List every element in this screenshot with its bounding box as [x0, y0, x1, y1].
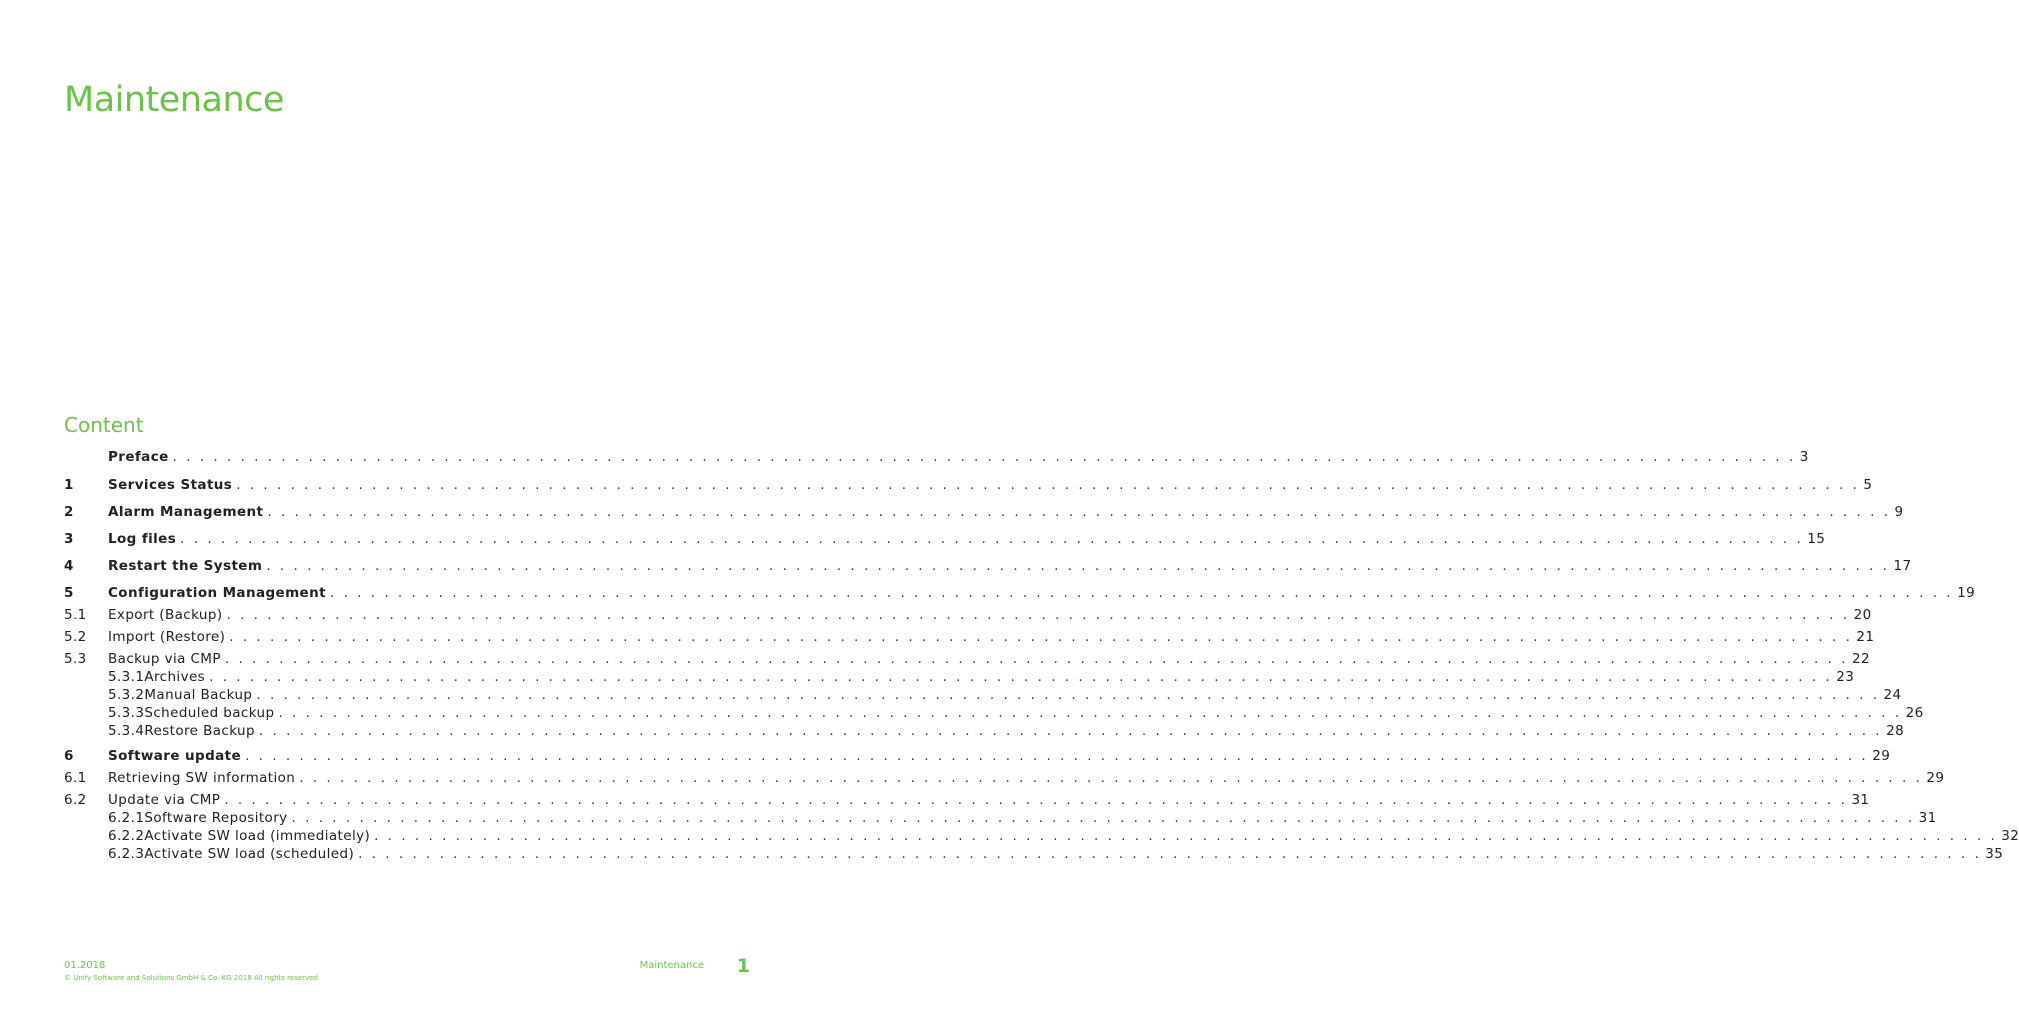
toc-entry[interactable] — [64, 668, 1855, 686]
toc-entry[interactable] — [64, 606, 1872, 624]
toc-entry[interactable] — [64, 722, 1905, 740]
toc-entry[interactable] — [64, 845, 2004, 863]
toc-entry-page: 26 — [1905, 705, 1924, 721]
toc-entry-label: Log files — [108, 531, 177, 547]
toc-entry-number: 5.3 — [64, 651, 87, 667]
toc-entry-label: Update via CMP — [108, 792, 221, 808]
toc-dot-leader: . . . . . . . . . . . . . . . . . . . . . . . . . . . . . . . . . . . . . . . . . . . . . . . . . . . . . . . . . . . . . . . . . . . . . . . . . . . . . . . . . . . . . . . . . . . . . . . . . . . . . . . . . . . . . . . . . . . . . . . . — [291, 810, 1915, 826]
toc-entry-page: 32 — [2001, 828, 2019, 844]
toc-entry-page: 29 — [1872, 748, 1891, 764]
toc-entry-label: Restart the System — [108, 558, 263, 574]
toc-entry-label: Software update — [108, 748, 242, 764]
toc-entry-label: Export (Backup) — [108, 607, 223, 623]
toc-entry-label: Backup via CMP — [108, 651, 221, 667]
toc-entry-label: Retrieving SW information — [108, 770, 296, 786]
toc-entry-label: Configuration Management — [108, 585, 326, 601]
toc-dot-leader: . . . . . . . . . . . . . . . . . . . . . . . . . . . . . . . . . . . . . . . . . . . . . . . . . . . . . . . . . . . . . . . . . . . . . . . . . . . . . . . . . . . . . . . . . . . . . . . . . . . . . . . . . . . . . . . . . . . . . . . . — [267, 504, 1891, 520]
toc-entry-number: 6.2.3 — [108, 846, 145, 862]
toc-entry-number: 6.2 — [64, 792, 87, 808]
toc-entry-number: 5.1 — [64, 607, 87, 623]
toc-entry-number: 5.2 — [64, 629, 87, 645]
toc-entry[interactable] — [64, 827, 2019, 845]
toc-entry-page: 22 — [1852, 651, 1871, 667]
toc-entry[interactable] — [64, 747, 1891, 765]
toc-entry[interactable] — [64, 584, 1976, 602]
toc-entry-number: 1 — [64, 477, 74, 493]
toc-entry-number: 5.3.1 — [108, 669, 145, 685]
toc-entry-number: 3 — [64, 531, 74, 547]
toc-entry-label: Services Status — [108, 477, 233, 493]
toc-entry-number: 6.1 — [64, 770, 87, 786]
toc-entry[interactable] — [64, 476, 1873, 494]
toc-entry[interactable] — [64, 503, 1904, 521]
toc-entry[interactable] — [64, 686, 1902, 704]
toc-entry[interactable] — [64, 791, 1870, 809]
footer-date: 01.2018 — [64, 960, 106, 971]
toc-entry-number: 6 — [64, 748, 74, 764]
toc-dot-leader: . . . . . . . . . . . . . . . . . . . . . . . . . . . . . . . . . . . . . . . . . . . . . . . . . . . . . . . . . . . . . . . . . . . . . . . . . . . . . . . . . . . . . . . . . . . . . . . . . . . . . . . . . . . . . . . . . . . . . . . . — [224, 792, 1848, 808]
toc-dot-leader: . . . . . . . . . . . . . . . . . . . . . . . . . . . . . . . . . . . . . . . . . . . . . . . . . . . . . . . . . . . . . . . . . . . . . . . . . . . . . . . . . . . . . . . . . . . . . . . . . . . . . . . . . . . . . . . . . . . . . . . . — [236, 477, 1860, 493]
toc-heading: Content — [64, 413, 144, 437]
page-number: 1 — [736, 955, 750, 977]
toc-entry-page: 35 — [1985, 846, 2004, 862]
toc-entry-label: Restore Backup — [144, 723, 255, 739]
toc-entry[interactable] — [64, 809, 1937, 827]
toc-entry-number: 5 — [64, 585, 74, 601]
toc-dot-leader: . . . . . . . . . . . . . . . . . . . . . . . . . . . . . . . . . . . . . . . . . . . . . . . . . . . . . . . . . . . . . . . . . . . . . . . . . . . . . . . . . . . . . . . . . . . . . . . . . . . . . . . . . . . . . . . . . . . . . . . . — [245, 748, 1869, 764]
toc-entry[interactable] — [64, 769, 1945, 787]
toc-dot-leader: . . . . . . . . . . . . . . . . . . . . . . . . . . . . . . . . . . . . . . . . . . . . . . . . . . . . . . . . . . . . . . . . . . . . . . . . . . . . . . . . . . . . . . . . . . . . . . . . . . . . . . . . . . . . . . . . . . . . . . . . — [209, 669, 1833, 685]
toc-entry-label: Activate SW load (scheduled) — [144, 846, 355, 862]
toc-entry[interactable] — [64, 628, 1875, 646]
toc-entry-page: 31 — [1851, 792, 1870, 808]
toc-entry-label: Alarm Management — [108, 504, 264, 520]
toc-dot-leader: . . . . . . . . . . . . . . . . . . . . . . . . . . . . . . . . . . . . . . . . . . . . . . . . . . . . . . . . . . . . . . . . . . . . . . . . . . . . . . . . . . . . . . . . . . . . . . . . . . . . . . . . . . . . . . . . . . . . . . . . — [374, 828, 1998, 844]
toc-entry-page: 5 — [1863, 477, 1873, 493]
toc-entry-page: 28 — [1886, 723, 1905, 739]
toc-entry-page: 20 — [1853, 607, 1872, 623]
toc-dot-leader: . . . . . . . . . . . . . . . . . . . . . . . . . . . . . . . . . . . . . . . . . . . . . . . . . . . . . . . . . . . . . . . . . . . . . . . . . . . . . . . . . . . . . . . . . . . . . . . . . . . . . . . . . . . . . . . . . . . . . . . . — [358, 846, 1982, 862]
toc-entry-page: 3 — [1799, 449, 1809, 465]
toc-entry-number: 5.3.3 — [108, 705, 145, 721]
toc-entry-number: 6.2.1 — [108, 810, 145, 826]
toc-dot-leader: . . . . . . . . . . . . . . . . . . . . . . . . . . . . . . . . . . . . . . . . . . . . . . . . . . . . . . . . . . . . . . . . . . . . . . . . . . . . . . . . . . . . . . . . . . . . . . . . . . . . . . . . . . . . . . . . . . . . . . . . — [224, 651, 1849, 667]
footer-copyright: © Unify Software and Solutions GmbH & Co. KG 2018 All rights reserved — [64, 974, 318, 982]
toc-entry-label: Import (Restore) — [108, 629, 226, 645]
toc-entry-label: Scheduled backup — [144, 705, 275, 721]
toc-entry-page: 31 — [1918, 810, 1937, 826]
toc-dot-leader: . . . . . . . . . . . . . . . . . . . . . . . . . . . . . . . . . . . . . . . . . . . . . . . . . . . . . . . . . . . . . . . . . . . . . . . . . . . . . . . . . . . . . . . . . . . . . . . . . . . . . . . . . . . . . . . . . . . . . . . . — [172, 449, 1796, 465]
toc-dot-leader: . . . . . . . . . . . . . . . . . . . . . . . . . . . . . . . . . . . . . . . . . . . . . . . . . . . . . . . . . . . . . . . . . . . . . . . . . . . . . . . . . . . . . . . . . . . . . . . . . . . . . . . . . . . . . . . . . . . . . . . . — [226, 607, 1850, 623]
toc-entry-number: 5.3.4 — [108, 723, 145, 739]
toc-entry-label: Software Repository — [144, 810, 288, 826]
toc-entry[interactable] — [64, 650, 1871, 668]
toc-entry-page: 19 — [1957, 585, 1976, 601]
toc-entry-label: Archives — [144, 669, 206, 685]
toc-dot-leader: . . . . . . . . . . . . . . . . . . . . . . . . . . . . . . . . . . . . . . . . . . . . . . . . . . . . . . . . . . . . . . . . . . . . . . . . . . . . . . . . . . . . . . . . . . . . . . . . . . . . . . . . . . . . . . . . . . . . . . . . — [258, 723, 1883, 739]
toc-dot-leader: . . . . . . . . . . . . . . . . . . . . . . . . . . . . . . . . . . . . . . . . . . . . . . . . . . . . . . . . . . . . . . . . . . . . . . . . . . . . . . . . . . . . . . . . . . . . . . . . . . . . . . . . . . . . . . . . . . . . . . . . — [278, 705, 1902, 721]
table-of-contents — [64, 448, 2019, 863]
toc-entry-page: 17 — [1893, 558, 1912, 574]
toc-dot-leader: . . . . . . . . . . . . . . . . . . . . . . . . . . . . . . . . . . . . . . . . . . . . . . . . . . . . . . . . . . . . . . . . . . . . . . . . . . . . . . . . . . . . . . . . . . . . . . . . . . . . . . . . . . . . . . . . . . . . . . . . — [229, 629, 1853, 645]
toc-entry-page: 9 — [1894, 504, 1904, 520]
toc-entry-page: 24 — [1883, 687, 1902, 703]
toc-entry-label: Activate SW load (immediately) — [144, 828, 371, 844]
toc-entry-label: Manual Backup — [144, 687, 253, 703]
toc-entry[interactable] — [64, 448, 1809, 466]
toc-entry[interactable] — [64, 530, 1826, 548]
toc-dot-leader: . . . . . . . . . . . . . . . . . . . . . . . . . . . . . . . . . . . . . . . . . . . . . . . . . . . . . . . . . . . . . . . . . . . . . . . . . . . . . . . . . . . . . . . . . . . . . . . . . . . . . . . . . . . . . . . . . . . . . . . . — [329, 585, 1954, 601]
toc-entry-number: 4 — [64, 558, 74, 574]
toc-dot-leader: . . . . . . . . . . . . . . . . . . . . . . . . . . . . . . . . . . . . . . . . . . . . . . . . . . . . . . . . . . . . . . . . . . . . . . . . . . . . . . . . . . . . . . . . . . . . . . . . . . . . . . . . . . . . . . . . . . . . . . . . — [256, 687, 1880, 703]
toc-entry-number: 6.2.2 — [108, 828, 145, 844]
toc-dot-leader: . . . . . . . . . . . . . . . . . . . . . . . . . . . . . . . . . . . . . . . . . . . . . . . . . . . . . . . . . . . . . . . . . . . . . . . . . . . . . . . . . . . . . . . . . . . . . . . . . . . . . . . . . . . . . . . . . . . . . . . . — [180, 531, 1804, 547]
toc-entry-page: 29 — [1926, 770, 1945, 786]
toc-entry-number: 2 — [64, 504, 74, 520]
toc-dot-leader: . . . . . . . . . . . . . . . . . . . . . . . . . . . . . . . . . . . . . . . . . . . . . . . . . . . . . . . . . . . . . . . . . . . . . . . . . . . . . . . . . . . . . . . . . . . . . . . . . . . . . . . . . . . . . . . . . . . . . . . . — [299, 770, 1923, 786]
toc-entry-number: 5.3.2 — [108, 687, 145, 703]
footer-section: Maintenance — [639, 960, 704, 971]
toc-entry-page: 15 — [1807, 531, 1826, 547]
toc-entry-label: Preface — [108, 449, 169, 465]
toc-entry-page: 21 — [1856, 629, 1875, 645]
toc-entry[interactable] — [64, 557, 1912, 575]
toc-entry-page: 23 — [1836, 669, 1855, 685]
toc-entry[interactable] — [64, 704, 1924, 722]
document-title: Maintenance — [64, 80, 284, 120]
toc-dot-leader: . . . . . . . . . . . . . . . . . . . . . . . . . . . . . . . . . . . . . . . . . . . . . . . . . . . . . . . . . . . . . . . . . . . . . . . . . . . . . . . . . . . . . . . . . . . . . . . . . . . . . . . . . . . . . . . . . . . . . . . . — [266, 558, 1890, 574]
